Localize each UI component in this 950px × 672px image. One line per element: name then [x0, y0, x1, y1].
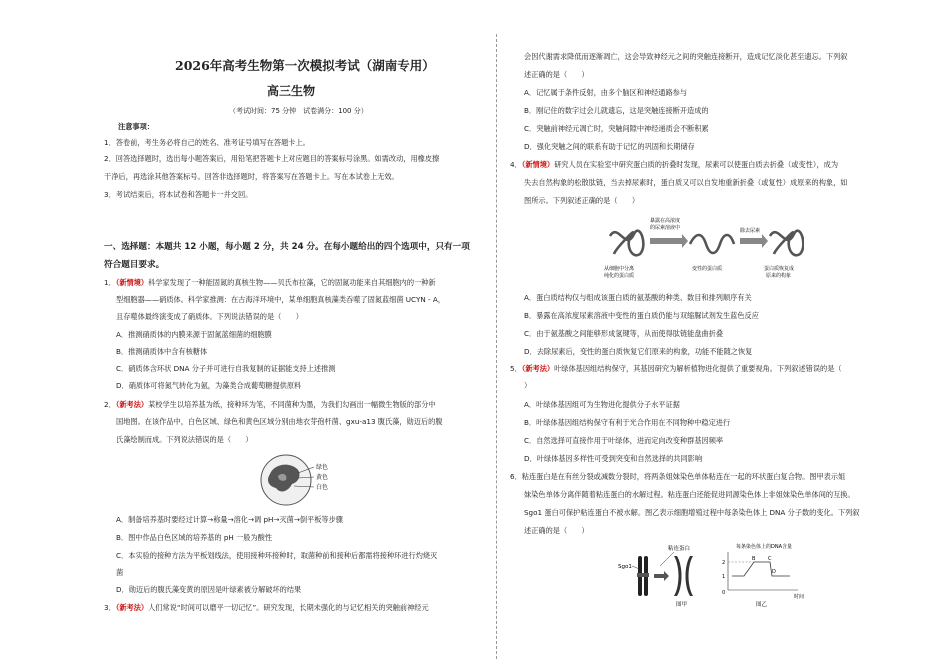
- option-a: A．记忆属于条件反射，由多个脑区和神经通路参与: [524, 88, 688, 97]
- figure-label: 图乙: [756, 602, 768, 608]
- notice-item: 3．考试结束后，将本试卷和答题卡一并交回。: [104, 190, 253, 199]
- option-a: A．制备培养基时要经过计算→称量→溶化→调 pH→灭菌→倒平板等步骤: [116, 515, 343, 524]
- option-c-cont: 菌: [116, 568, 124, 577]
- question-text: ）: [524, 381, 532, 390]
- question-text: 会因代谢需求降低而逐渐凋亡，这会导致神经元之间的突触连接断开，造成记忆淡化甚至遗忘。下列叙: [524, 52, 848, 61]
- option-b: B．暴露在高浓度尿素溶液中变性的蛋白质仍能与双缩脲试剂发生蓝色反应: [524, 311, 759, 320]
- figure-label: 绿色: [316, 464, 329, 471]
- question-5: 5．（新考法）叶绿体基因组结构保守，其基因研究为解析植物进化提供了重要视角。下列叙述错误的是（: [510, 364, 842, 373]
- question-text: 图所示。下列叙述正确的是（ ）: [524, 196, 640, 205]
- option-b: B．叶绿体基因组结构保守有利于光合作用在不同物种中稳定进行: [524, 418, 731, 427]
- section-heading: 一、选择题：本题共 12 小题，每小题 2 分，共 24 分。在每小题给出的四个选项中，只有一项: [104, 242, 470, 252]
- y-tick: 2: [722, 560, 726, 566]
- question-text: 述正确的是（ ）: [524, 526, 589, 535]
- question-text: 失去自然构象的松散肽链，当去掉尿素时，蛋白质又可以自发地重新折叠（或复性）成原来的构象，如: [524, 178, 848, 187]
- column-divider: [496, 34, 497, 659]
- question-1: 1．（新情境）科学家发现了一种能固氮的真核生物——贝氏布拉藻，它的固氮功能来自其细胞内的一种新: [104, 278, 436, 287]
- option-c: C．自然选择可直接作用于叶绿体，进而定向改变种群基因频率: [524, 436, 724, 445]
- exam-title: 2026年高考生物第一次模拟考试（湖南专用）: [175, 58, 435, 73]
- chromosome-figure: [610, 540, 810, 610]
- option-d: D．强化突触之间的联系有助于记忆的巩固和长期储存: [524, 142, 695, 151]
- option-c: C．由于氨基酸之间能够形成氢键等，从而使得肽链能盘曲折叠: [524, 329, 724, 338]
- figure-label: 黄色: [316, 474, 329, 481]
- figure-label: 暴露在高浓度: [650, 218, 681, 224]
- question-text: Sgo1 蛋白可保护粘连蛋白不被水解。图乙表示细胞增殖过程中每条染色体上 DNA 分子数的变化。下列叙: [524, 508, 860, 517]
- point-label: C: [768, 556, 772, 562]
- tag-badge: （新情境）: [115, 278, 149, 287]
- option-d: D．硝质体可将氮气转化为氨，为藻类合成葡萄糖提供原料: [116, 381, 302, 390]
- question-text: 氏藻绘制而成。下列说法错误的是（ ）: [116, 435, 253, 444]
- y-tick: 1: [722, 574, 726, 580]
- question-text: 且存噬体最终演变成了硝质体。下列说法错误的是（ ）: [116, 312, 303, 321]
- question-text: 述正确的是（ ）: [524, 70, 589, 79]
- figure-label: 除去尿素: [740, 228, 761, 234]
- question-2: 2．（新考法）某校学生以培养基为纸，接种环为笔，不同菌种为墨，为我们勾画出一幅微生物版的部分中: [104, 400, 436, 409]
- question-3: 3．（新考法）人们常说“时间可以磨平一切记忆”。研究发现，长期未强化的与记忆相关的突触前神经元: [104, 603, 429, 612]
- question-text: 型细胞器——硝质体。科学家推测：在古海洋环境中，某单细胞真核藻类吞噬了固氮蓝细菌 UCYN - A，: [116, 295, 445, 304]
- question-text: 国地图。在该作品中，白色区域、绿色和黄色区域分别由地衣芽孢杆菌、gxu-a13 腹氏藻，勋迈后的腹: [116, 417, 443, 426]
- figure-label: 粘连蛋白: [668, 546, 691, 552]
- question-text: 妹染色单体分离伴随着粘连蛋白的水解过程。粘连蛋白还能促进同源染色体上非姐妹染色单体间的互换。: [524, 490, 855, 499]
- x-label: 时间: [794, 594, 805, 600]
- notice-item: 干净后，再选涂其他答案标号。回答非选择题时，将答案写在答题卡上。写在本试卷上无效。: [104, 172, 399, 181]
- option-c: C．突触前神经元凋亡时，突触间隙中神经递质会不断积累: [524, 124, 709, 133]
- option-c: C．本实验的接种方法为平板划线法，使用接种环接种时，取菌种前和接种后都需将接种环进行灼烧灭: [116, 551, 438, 560]
- tag-badge: （新考法）: [521, 364, 555, 373]
- figure-label: 的尿素溶液中: [650, 225, 681, 231]
- option-b: B．刚记住的数字过会儿就遗忘，这是突触连接断开造成的: [524, 106, 709, 115]
- figure-label: 变性的蛋白质: [692, 266, 723, 272]
- y-tick: 0: [722, 590, 726, 596]
- option-d: D．去除尿素后，变性的蛋白质恢复它们原来的构象，功能不能随之恢复: [524, 347, 753, 356]
- figure-label: 原来的构象: [766, 273, 792, 279]
- exam-info: （考试时间：75 分钟 试卷满分：100 分）: [229, 107, 368, 115]
- option-d: D．叶绿体基因多样性可受到突变和自然选择的共同影响: [524, 454, 703, 463]
- option-a: A．叶绿体基因组可为生物进化提供分子水平证据: [524, 400, 680, 409]
- point-label: B: [752, 556, 756, 562]
- option-a: A．推测硝质体的内膜来源于固氮蓝细菌的细胞膜: [116, 330, 272, 339]
- notice-item: 1．答卷前，考生务必将自己的姓名、准考证号填写在答题卡上。: [104, 138, 310, 147]
- tag-badge: （新考法）: [115, 603, 149, 612]
- question-4: 4．（新情境）研究人员在实验室中研究蛋白质的折叠时发现，尿素可以使蛋白质去折叠（或变性），成为: [510, 160, 839, 169]
- figure-label: 白色: [316, 484, 329, 491]
- petri-dish-figure: [258, 452, 348, 508]
- figure-label: 纯化的蛋白质: [604, 273, 635, 279]
- tag-badge: （新情境）: [521, 160, 555, 169]
- protein-folding-figure: [604, 214, 804, 282]
- figure-label: Sgo1: [618, 564, 632, 570]
- notice-item: 2．回答选择题时，选出每小题答案后，用铅笔把答题卡上对应题目的答案标号涂黑。如需改动，用橡皮擦: [104, 154, 440, 163]
- option-b: B．图中作品白色区域的培养基的 pH 一般为酸性: [116, 533, 273, 542]
- figure-label: 图甲: [676, 602, 688, 608]
- question-6: 6．粘连蛋白是在有丝分裂或减数分裂时，将两条姐妹染色单体粘连在一起的环状蛋白复合物。图甲表示姐: [510, 472, 846, 481]
- tag-badge: （新考法）: [115, 400, 149, 409]
- exam-subtitle: 高三生物: [267, 84, 316, 98]
- point-label: D: [772, 569, 776, 575]
- figure-label: 蛋白质恢复成: [764, 266, 795, 272]
- figure-label: 从细胞中分离: [604, 266, 635, 272]
- option-c: C．硝质体含环状 DNA 分子并可进行自我复制的证据能支持上述推测: [116, 364, 336, 373]
- chart-ylabel: 每条染色体上的DNA含量: [736, 544, 793, 550]
- option-a: A．蛋白质结构仅与组成该蛋白质的氨基酸的种类、数目和排列顺序有关: [524, 293, 752, 302]
- notice-heading: 注意事项：: [118, 122, 154, 131]
- section-heading-cont: 符合题目要求。: [104, 260, 165, 270]
- option-d: D．勋迈后的腹氏藻变黄的原因是叶绿素被分解破坏的结果: [116, 585, 302, 594]
- option-b: B．推测硝质体中含有核糖体: [116, 347, 208, 356]
